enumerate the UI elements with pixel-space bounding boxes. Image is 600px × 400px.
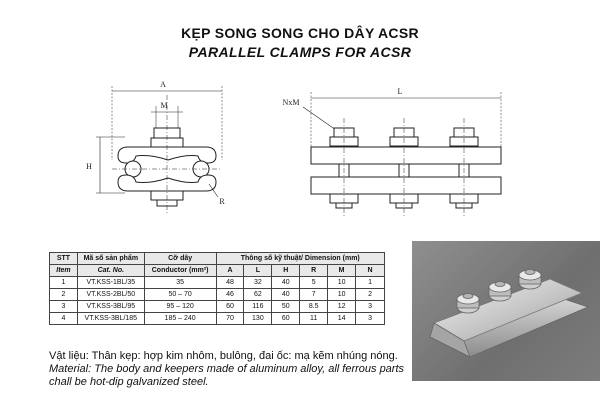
front-view-drawing	[303, 92, 501, 216]
cell-n: 1	[356, 277, 385, 289]
side-view-drawing	[96, 86, 222, 215]
cell-l: 130	[244, 313, 272, 325]
material-note-english-line2: chall be hot-dip galvanized steel.	[49, 376, 209, 388]
cell-n: 3	[356, 313, 385, 325]
cell-stt: 4	[50, 313, 78, 325]
header-col-n: N	[356, 265, 385, 277]
dim-r-label: R	[219, 197, 225, 206]
title-vietnamese: KẸP SONG SONG CHO DÂY ACSR	[181, 25, 419, 41]
cell-l: 32	[244, 277, 272, 289]
cell-r: 8.5	[300, 301, 328, 313]
product-photo	[412, 241, 600, 381]
table-row	[50, 277, 385, 289]
header-conductor: Conductor (mm²)	[144, 265, 216, 277]
header-item: Item	[50, 265, 78, 277]
cell-a: 48	[216, 277, 244, 289]
dim-nxm-label: NxM	[282, 98, 300, 107]
cell-r: 7	[300, 289, 328, 301]
header-col-r: R	[300, 265, 328, 277]
header-cat-no: Cat. No.	[77, 265, 144, 277]
cell-h: 60	[272, 313, 300, 325]
cell-n: 2	[356, 289, 385, 301]
material-note-english-line1: Material: The body and keepers made of aluminum alloy, all ferrous parts	[49, 363, 405, 375]
cell-h: 40	[272, 277, 300, 289]
header-dimension: Thông số kỹ thuật/ Dimension (mm)	[216, 253, 384, 265]
cell-code: VT.KSS-2BL/50	[77, 289, 144, 301]
dim-l-label: L	[397, 87, 403, 96]
specification-table	[49, 252, 385, 325]
cell-a: 46	[216, 289, 244, 301]
header-code: Mã số sản phẩm	[77, 253, 144, 265]
cell-r: 11	[300, 313, 328, 325]
cell-a: 70	[216, 313, 244, 325]
header-col-m: M	[328, 265, 356, 277]
cell-a: 60	[216, 301, 244, 313]
cell-l: 116	[244, 301, 272, 313]
header-stt: STT	[50, 253, 78, 265]
table-row	[50, 301, 385, 313]
dim-a-label: A	[160, 80, 166, 89]
header-size: Cỡ dây	[144, 253, 216, 265]
dim-h-label: H	[86, 162, 92, 171]
header-col-l: L	[244, 265, 272, 277]
cell-h: 50	[272, 301, 300, 313]
cell-m: 10	[328, 277, 356, 289]
cell-code: VT.KSS-3BL/185	[77, 313, 144, 325]
dim-m-label: M	[160, 101, 168, 110]
material-note-vietnamese: Vật liệu: Thân kẹp: hợp kim nhôm, bulông, đai ốc: mạ kẽm nhúng nóng.	[49, 350, 398, 362]
cell-m: 10	[328, 289, 356, 301]
cell-n: 3	[356, 301, 385, 313]
cell-m: 12	[328, 301, 356, 313]
cell-size: 50 – 70	[144, 289, 216, 301]
table-row	[50, 289, 385, 301]
cell-l: 62	[244, 289, 272, 301]
title-english: PARALLEL CLAMPS FOR ACSR	[188, 44, 412, 60]
cell-h: 40	[272, 289, 300, 301]
cell-r: 5	[300, 277, 328, 289]
header-col-h: H	[272, 265, 300, 277]
cell-code: VT.KSS-1BL/35	[77, 277, 144, 289]
header-col-a: A	[216, 265, 244, 277]
cell-code: VT.KSS-3BL/95	[77, 301, 144, 313]
cell-size: 35	[144, 277, 216, 289]
cell-size: 95 – 120	[144, 301, 216, 313]
cell-m: 14	[328, 313, 356, 325]
cell-stt: 2	[50, 289, 78, 301]
cell-size: 185 – 240	[144, 313, 216, 325]
cell-stt: 3	[50, 301, 78, 313]
table-row	[50, 313, 385, 325]
cell-stt: 1	[50, 277, 78, 289]
